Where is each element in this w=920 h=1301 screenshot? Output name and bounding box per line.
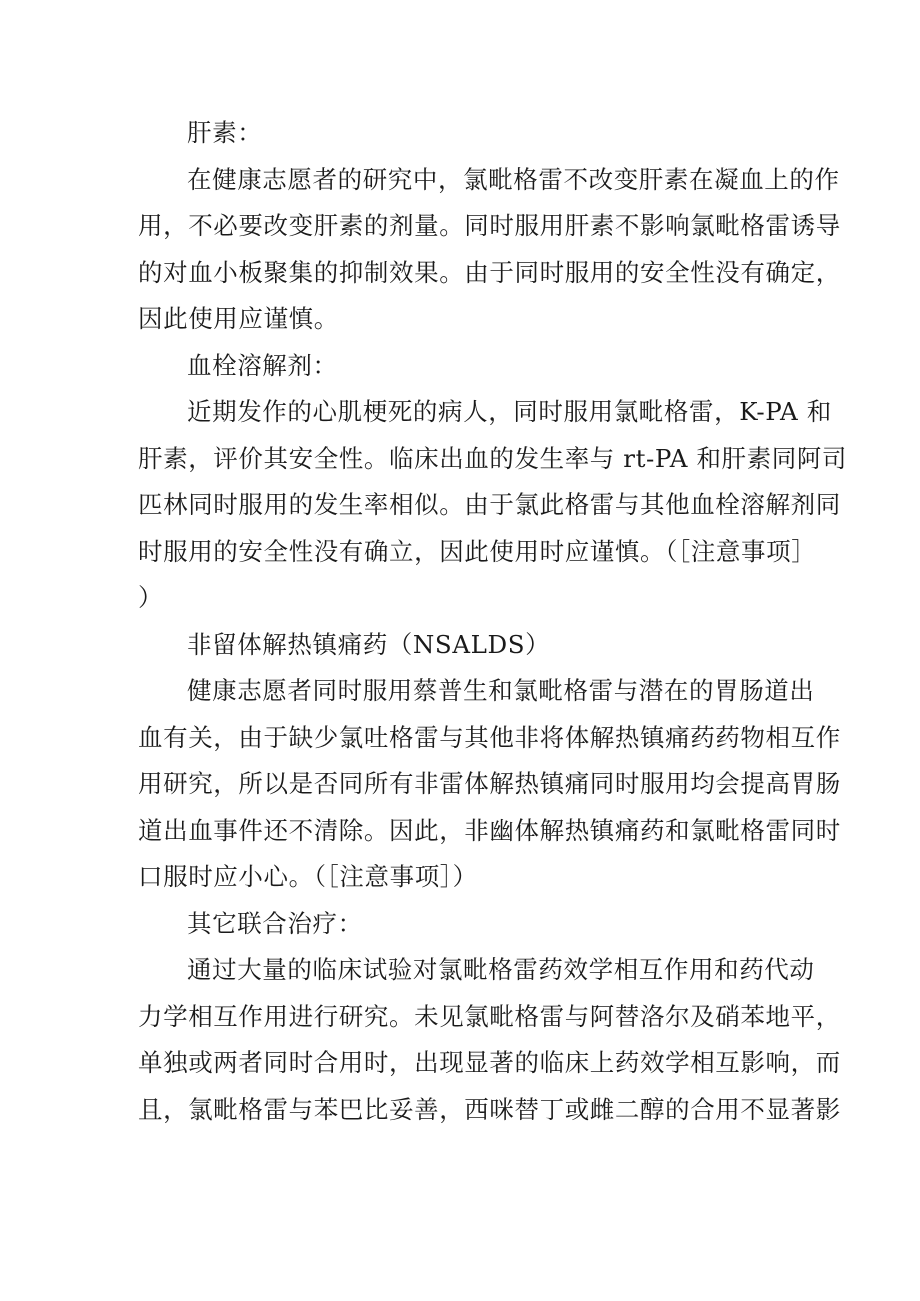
paragraph-line: 单独或两者同时合用时，出现显著的临床上药效学相互影响，而 — [138, 1048, 841, 1077]
paragraph-line: 力学相互作用进行研究。未见氯毗格雷与阿替洛尔及硝苯地平， — [138, 1001, 841, 1031]
section-heading: 肝素： — [187, 118, 263, 147]
paragraph-line: 血有关，由于缺少氯吐格雷与其他非将体解热镇痛药药物相互作 — [138, 722, 841, 752]
paragraph-line: 近期发作的心肌梗死的病人，同时服用氯毗格雷，K-PA 和 — [187, 397, 832, 426]
paragraph-line: 口服时应小心。（［注意事项］） — [138, 862, 478, 891]
paragraph-line: 用研究，所以是否同所有非雷体解热镇痛同时服用均会提高胃肠 — [138, 769, 841, 798]
paragraph-line: ） — [138, 583, 164, 612]
section-nsaids — [138, 622, 841, 901]
paragraph-line: 肝素，评价其安全性。临床出血的发生率与 rt-PA 和肝素同阿司 — [138, 443, 848, 473]
section-heading: 非留体解热镇痛药（NSALDS） — [187, 629, 551, 659]
paragraph-line: 在健康志愿者的研究中，氯毗格雷不改变肝素在凝血上的作 — [187, 164, 840, 194]
section-other-combinations — [138, 901, 841, 1134]
paragraph-line: 道出血事件还不清除。因此，非幽体解热镇痛药和氯毗格雷同时 — [138, 815, 841, 845]
paragraph-line: 匹林同时服用的发生率相似。由于氯此格雷与其他血栓溶解剂同 — [138, 490, 841, 519]
document-body — [138, 110, 848, 1133]
section-heparin — [138, 110, 841, 343]
paragraph-line: 通过大量的临床试验对氯毗格雷药效学相互作用和药代动 — [187, 955, 815, 984]
paragraph-line: 用，不必要改变肝素的剂量。同时服用肝素不影响氯毗格雷诱导 — [138, 211, 841, 240]
paragraph-line: 因此使用应谨慎。 — [138, 304, 339, 333]
section-heading: 血栓溶解剂： — [187, 350, 338, 380]
section-thrombolytics — [138, 343, 848, 622]
paragraph-line: 健康志愿者同时服用蔡普生和氯毗格雷与潜在的胃肠道出 — [187, 676, 815, 705]
paragraph-line: 且，氯毗格雷与苯巴比妥善，西咪替丁或雌二醇的合用不显著影 — [138, 1094, 841, 1124]
paragraph-line: 的对血小板聚集的抑制效果。由于同时服用的安全性没有确定， — [138, 257, 841, 287]
paragraph-line: 时服用的安全性没有确立，因此使用时应谨慎。（［注意事项］ — [138, 536, 817, 566]
section-heading: 其它联合治疗： — [187, 908, 363, 938]
